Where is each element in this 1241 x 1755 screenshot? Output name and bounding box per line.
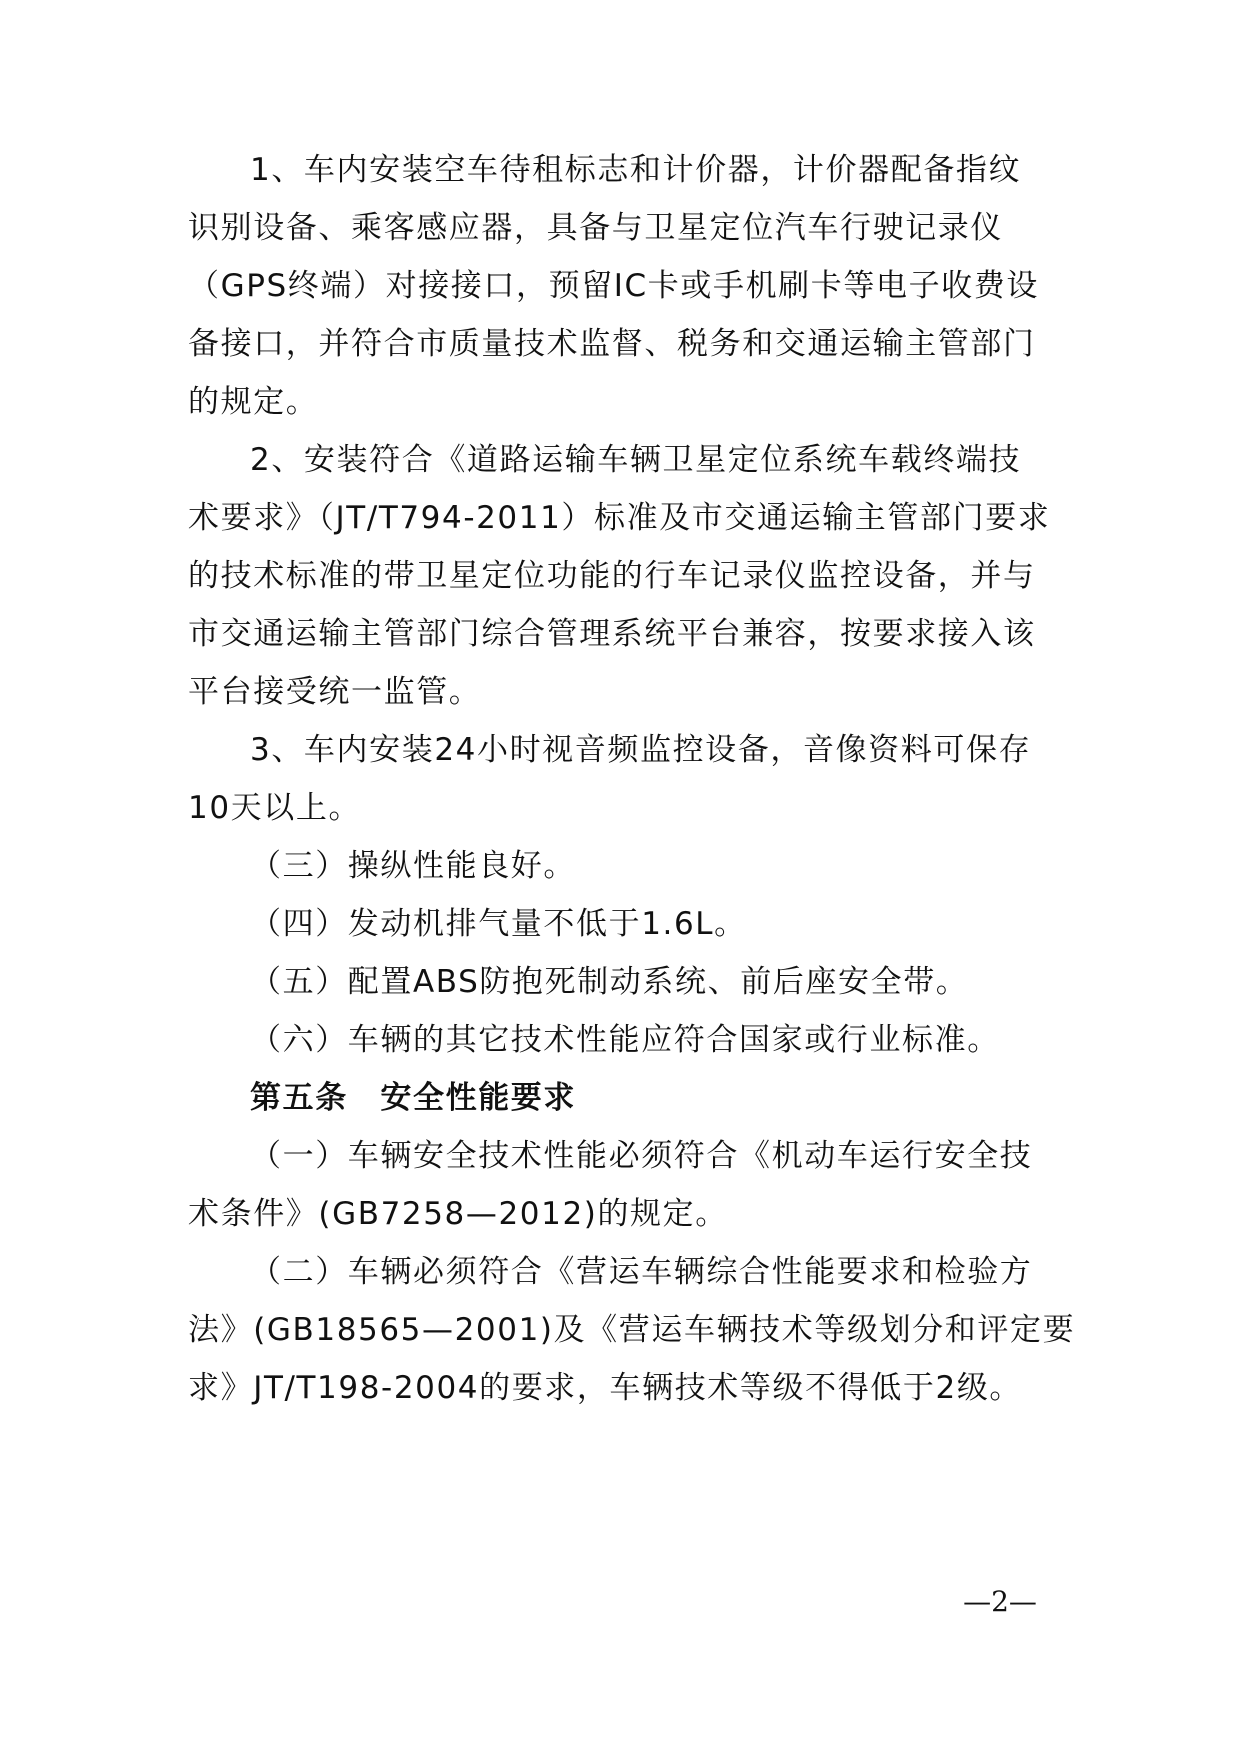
page-number: —2— [963,1585,1037,1618]
paragraph-item-2-line-3: 的技术标准的带卫星定位功能的行车记录仪监控设备，并与 [188,558,1036,594]
paragraph-section-5: （五）配置ABS防抱死制动系统、前后座安全带。 [250,964,969,1000]
article-5-item-2-line-2: 法》(GB18565—2001)及《营运车辆技术等级划分和评定要 [188,1312,1076,1348]
article-5-item-1-line-2: 术条件》(GB7258—2012)的规定。 [188,1196,728,1232]
article-5-item-1-line-1: （一）车辆安全技术性能必须符合《机动车运行安全技 [250,1138,1033,1174]
paragraph-item-2-line-4: 市交通运输主管部门综合管理系统平台兼容，按要求接入该 [188,616,1036,652]
article-5-heading: 第五条 安全性能要求 [250,1080,576,1116]
paragraph-item-1-line-3: （GPS终端）对接接口，预留IC卡或手机刷卡等电子收费设 [188,268,1039,304]
article-5-item-2-line-3: 求》JT/T198-2004的要求，车辆技术等级不得低于2级。 [188,1370,1023,1406]
paragraph-item-2-line-1: 2、安装符合《道路运输车辆卫星定位系统车载终端技 [250,442,1022,478]
paragraph-item-2-line-2: 术要求》（JT/T794-2011）标准及市交通运输主管部门要求 [188,500,1051,536]
paragraph-section-4: （四）发动机排气量不低于1.6L。 [250,906,747,942]
paragraph-item-3-line-2: 10天以上。 [188,790,362,826]
paragraph-item-1-line-1: 1、车内安装空车待租标志和计价器，计价器配备指纹 [250,152,1022,188]
paragraph-item-1-line-2: 识别设备、乘客感应器，具备与卫星定位汽车行驶记录仪 [188,210,1003,246]
paragraph-section-3: （三）操纵性能良好。 [250,848,576,884]
paragraph-item-1-line-5: 的规定。 [188,384,319,420]
paragraph-item-3-line-1: 3、车内安装24小时视音频监控设备，音像资料可保存 [250,732,1032,768]
paragraph-section-6: （六）车辆的其它技术性能应符合国家或行业标准。 [250,1022,1000,1058]
paragraph-item-2-line-5: 平台接受统一监管。 [188,674,482,710]
article-5-item-2-line-1: （二）车辆必须符合《营运车辆综合性能要求和检验方 [250,1254,1033,1290]
paragraph-item-1-line-4: 备接口，并符合市质量技术监督、税务和交通运输主管部门 [188,326,1036,362]
